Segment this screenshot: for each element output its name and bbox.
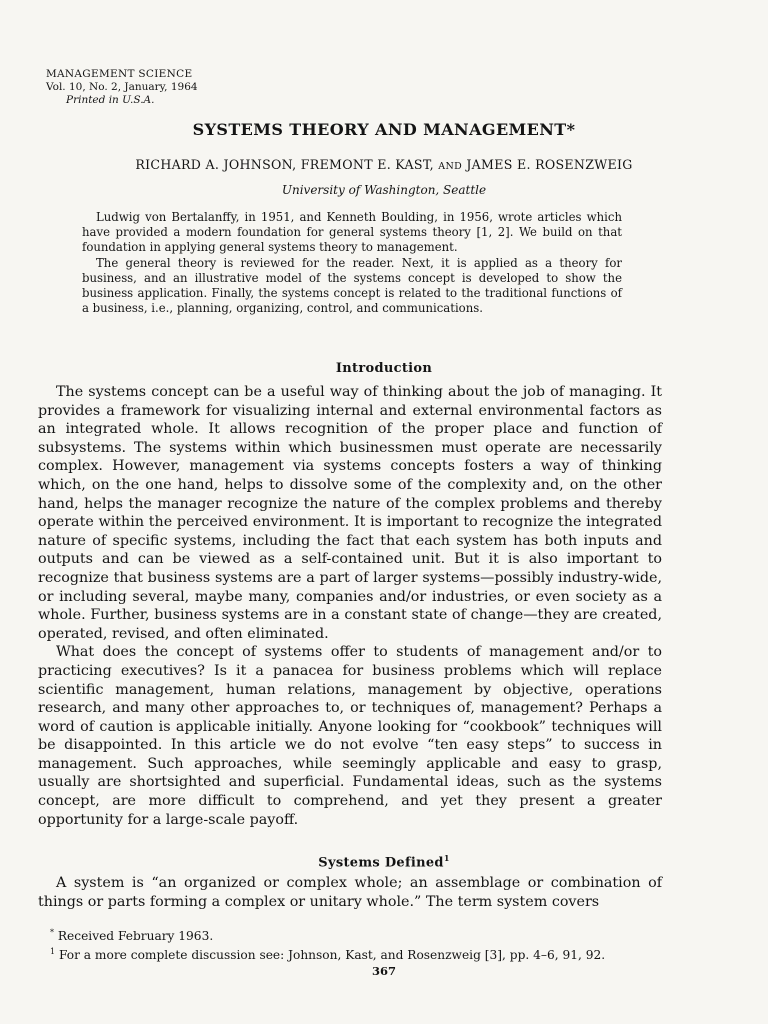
abstract-paragraph: Ludwig von Bertalanffy, in 1951, and Kenneth Boulding, in 1956, wrote articles which have provided a modern foundation for general systems theory [1, 2]. We build on that foundation in applying general systems theory to management.: [82, 210, 622, 255]
journal-volume: Vol. 10, No. 2, January, 1964: [46, 81, 198, 93]
authors-and: AND: [438, 161, 462, 172]
author-line: [0, 157, 768, 172]
systems-defined-body: [38, 874, 662, 911]
body-paragraph: A system is “an organized or complex whole; an assemblage or combination of things or parts forming a complex or unitary whole.” The term system covers: [38, 875, 662, 910]
journal-header: [46, 68, 198, 107]
body-paragraph: The systems concept can be a useful way of thinking about the job of managing. It provides a framework for visualizing internal and external environmental factors as an integrated whole. It allows recognition of the proper place and function of subsystems. The systems within which businessmen must operate are necessarily complex. However, management via systems concepts fosters a way of thinking which, on the one hand, helps to dissolve some of the complexity and, on the other hand, helps the manager recognize the nature of the complex problems and thereby operate within the perceived environment. It is important to recognize the integrated nature of specific systems, including the fact that each system has both inputs and outputs and can be viewed as a self-contained unit. But it is also important to recognize that business systems are a part of larger systems—possibly industry-wide, or including several, maybe many, companies and/or industries, or even society as a whole. Further, business systems are in a constant state of change—they are created, operated, revised, and often eliminated.: [38, 384, 662, 642]
introduction-body: [38, 383, 662, 829]
section-heading-text: Systems Defined: [318, 855, 444, 871]
affiliation: University of Washington, Seattle: [281, 183, 487, 197]
footnote-marker: 1: [443, 853, 450, 863]
journal-printed: Printed in U.S.A.: [66, 94, 155, 106]
body-paragraph: What does the concept of systems offer to students of management and/or to practicing executives? Is it a panacea for business problems which will replace scientific management, human relations, management by objective, operations research, and many other approaches to, or techniques of, management? Perhaps a word of caution is applicable initially. Anyone looking for “cookbook” techniques will be disappointed. In this article we do not evolve “ten easy steps” to success in management. Such approaches, while seemingly applicable and easy to grasp, usually are shortsighted and superficial. Fundamental ideas, such as the systems concept, are more difficult to comprehend, and yet they present a greater opportunity for a large-scale payoff.: [38, 644, 662, 828]
abstract: [82, 210, 622, 316]
section-heading-introduction: Introduction: [335, 361, 433, 376]
footnote-text: Received February 1963.: [57, 929, 214, 944]
footnote-mark: 1: [50, 947, 56, 957]
section-heading-systems-defined: [0, 853, 768, 870]
authors-first: RICHARD A. JOHNSON, FREMONT E. KAST,: [135, 157, 434, 172]
footnote: [38, 925, 662, 944]
footnote-text: For a more complete discussion see: Johnson, Kast, and Rosenzweig [3], pp. 4–6, 91, 92.: [58, 948, 606, 963]
authors-last: JAMES E. ROSENZWEIG: [466, 157, 633, 172]
footnote-mark: *: [50, 928, 54, 937]
journal-name: MANAGEMENT SCIENCE: [46, 68, 193, 80]
abstract-paragraph: The general theory is reviewed for the reader. Next, it is applied as a theory for business, and an illustrative model of the systems concept is developed to show the business application. Finally, the systems concept is related to the traditional functions of a business, i.e., planning, organizing, control, and communications.: [82, 255, 622, 316]
footnote: [38, 944, 662, 963]
page-number: 367: [371, 964, 396, 978]
footnotes: [38, 925, 662, 963]
paper-title: SYSTEMS THEORY AND MANAGEMENT*: [192, 120, 576, 139]
